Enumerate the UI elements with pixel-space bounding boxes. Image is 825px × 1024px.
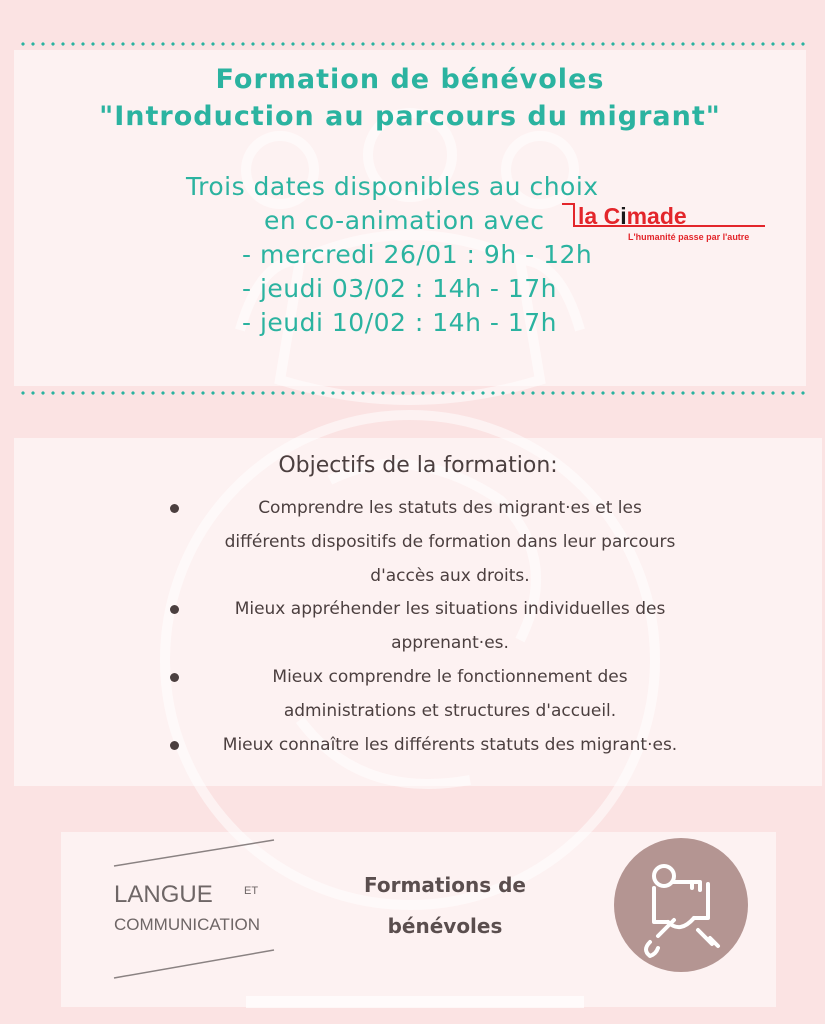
bottom-bar <box>246 996 584 1008</box>
objective-line: Mieux comprendre le fonctionnement des <box>272 667 628 687</box>
svg-text:la Cimade <box>578 203 687 229</box>
la-cimade-logo <box>560 198 770 250</box>
objective-line: différents dispositifs de formation dans leur parcours <box>224 532 676 552</box>
objective-line: d'accès aux droits. <box>370 566 530 586</box>
objectives-title: Objectifs de la formation: <box>278 453 558 478</box>
logo-name-part3: made <box>626 203 687 229</box>
dates-intro-line2: en co-animation avec <box>264 206 545 235</box>
date-item: - mercredi 26/01 : 9h - 12h <box>242 240 593 269</box>
footer-label-line2: bénévoles <box>387 914 503 938</box>
logo-name-part1: la C <box>578 203 621 229</box>
bullet <box>170 605 179 614</box>
dotted-divider-top <box>18 42 808 46</box>
date-item: - jeudi 03/02 : 14h - 17h <box>242 274 557 303</box>
hands-tools-icon <box>614 838 748 972</box>
objective-line: administrations et structures d'accueil. <box>283 701 617 721</box>
logo-word-communication: COMMUNICATION <box>114 915 261 934</box>
date-item: - jeudi 10/02 : 14h - 17h <box>242 308 557 337</box>
bullet <box>170 504 179 513</box>
objective-line: Mieux appréhender les situations individuelles des <box>234 599 666 619</box>
langue-et-communication-logo <box>110 838 280 983</box>
page-title-line1: Formation de bénévoles <box>215 64 605 95</box>
objective-line: apprenant·es. <box>391 633 509 653</box>
footer-label-line1: Formations de <box>364 873 526 897</box>
logo-name-part2: i <box>620 203 627 229</box>
logo-word-langue: LANGUE <box>114 881 213 908</box>
objective-line: Comprendre les statuts des migrant·es et les <box>258 498 642 518</box>
logo-word-et: ET <box>244 885 259 897</box>
bullet <box>170 741 179 750</box>
page-title-line2: "Introduction au parcours du migrant" <box>99 101 721 132</box>
bullet <box>170 673 179 682</box>
logo-tagline: L'humanité passe par l'autre <box>628 232 750 242</box>
dates-intro-line1: Trois dates disponibles au choix <box>186 172 599 201</box>
objective-line: Mieux connaître les différents statuts des migrant·es. <box>222 735 678 755</box>
dotted-divider-bottom <box>18 391 808 395</box>
